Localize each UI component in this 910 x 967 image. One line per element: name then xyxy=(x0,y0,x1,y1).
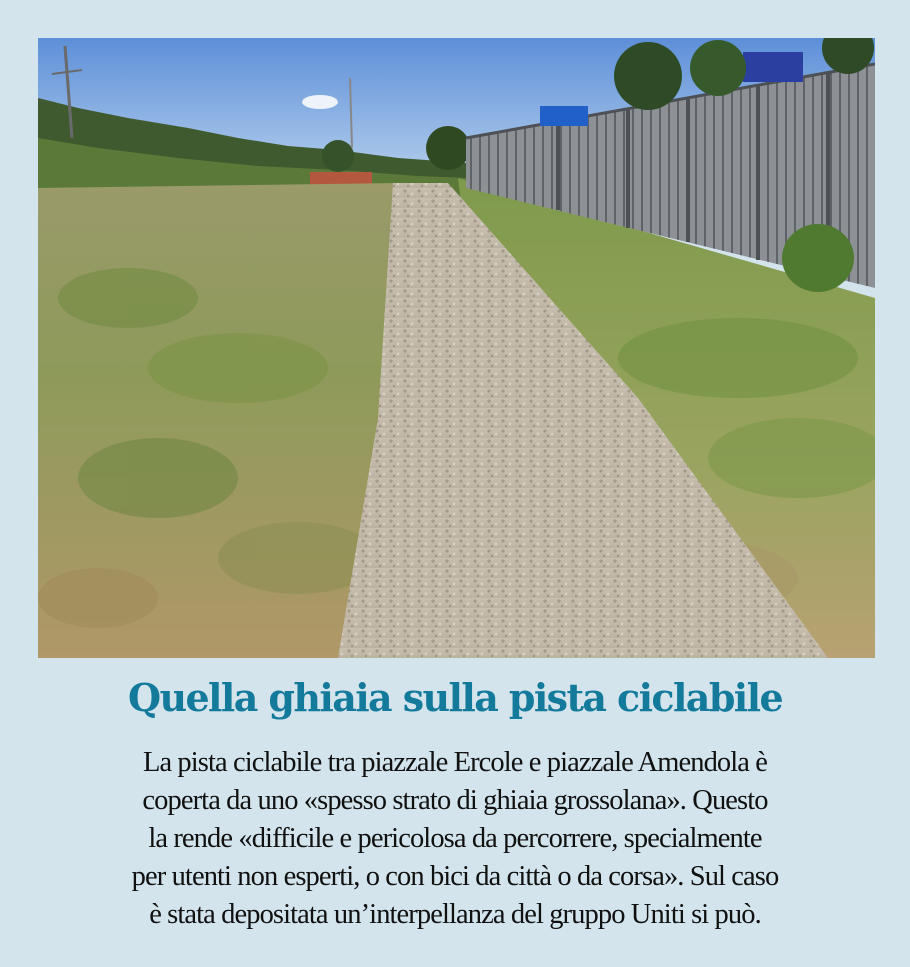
article-body-line: coperta da uno «spesso strato di ghiaia grossolana». Questo xyxy=(142,785,768,816)
article-title: Quella ghiaia sulla pista ciclabile xyxy=(127,675,783,720)
article-body-line: è stata depositata un’interpellanza del gruppo Uniti si può. xyxy=(149,899,761,930)
article-body-line: La pista ciclabile tra piazzale Ercole e piazzale Amendola è xyxy=(142,747,768,778)
article-body-line: per utenti non esperti, o con bici da città o da corsa». Sul caso xyxy=(131,861,779,892)
article-body-line: la rende «difficile e pericolosa da percorrere, specialmente xyxy=(148,823,762,854)
gravel-path-photo xyxy=(38,38,875,658)
article-body xyxy=(30,744,880,934)
article-photo xyxy=(38,38,875,658)
